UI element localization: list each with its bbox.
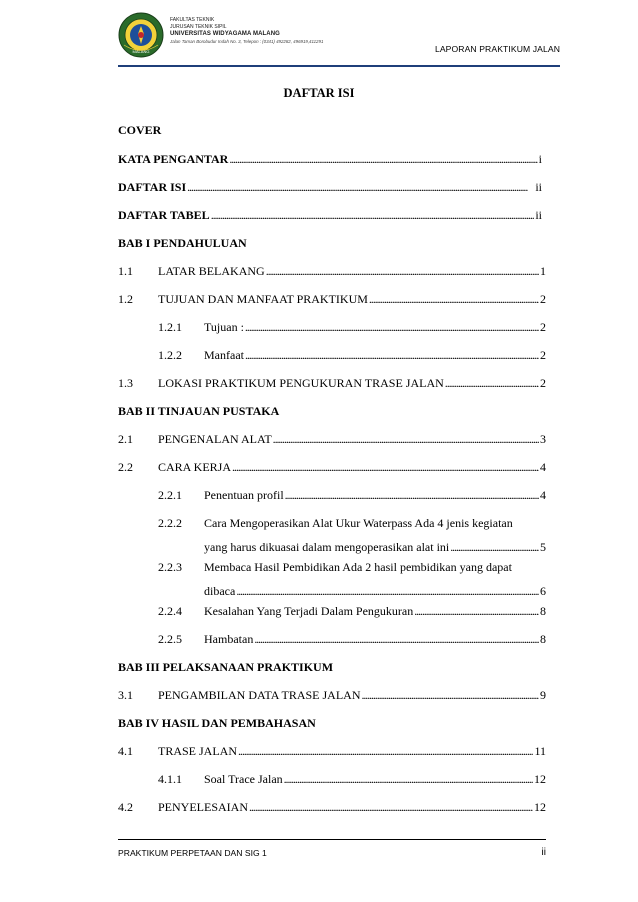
toc-entry-page: 2	[540, 292, 546, 306]
toc-entry	[118, 292, 546, 312]
toc-dot-leader	[232, 460, 539, 475]
toc-entry-label: Manfaat	[204, 348, 244, 362]
toc-dot-leader	[284, 772, 533, 787]
institution-address: Jalan Taman Borobudur Indah No. 3, Telepon : (0341) 492282, 496919,411291	[170, 39, 324, 44]
toc-entry	[118, 744, 546, 764]
toc-entry-number: 2.2	[118, 460, 133, 474]
toc-entry-number: 1.3	[118, 376, 133, 390]
toc-entry	[118, 716, 546, 736]
toc-entry-page: 2	[540, 320, 546, 334]
toc-entry-number: 4.2	[118, 800, 133, 814]
toc-dot-leader	[369, 292, 539, 307]
toc-entry-label: Penentuan profil	[204, 488, 284, 502]
toc-entry	[118, 123, 546, 143]
toc-entry-number: 2.2.3	[158, 560, 182, 574]
institution-line: FAKULTAS TEKNIK	[170, 17, 215, 23]
toc-entry	[118, 660, 546, 680]
toc-dot-leader	[285, 488, 539, 503]
page-header	[118, 10, 560, 67]
toc-dot-leader	[254, 632, 539, 647]
toc-entry-label: PENGENALAN ALAT	[158, 432, 272, 446]
toc-entry	[118, 560, 546, 604]
toc-dot-leader	[238, 744, 533, 759]
toc-entry-number: 3.1	[118, 688, 133, 702]
toc-entry	[118, 152, 542, 172]
toc-entry-label: Tujuan :	[204, 320, 244, 334]
toc-entry-label: PENGAMBILAN DATA TRASE JALAN	[158, 688, 361, 702]
institution-line: JURUSAN TEKNIK SIPIL	[170, 24, 227, 30]
toc-entry	[118, 800, 546, 820]
toc-entry-page: 11	[534, 744, 546, 758]
toc-entry	[118, 404, 546, 424]
toc-entry-page: 5	[540, 540, 546, 554]
toc-entry-page: 3	[540, 432, 546, 446]
page-title: DAFTAR ISI	[283, 86, 355, 100]
footer-course: PRAKTIKUM PERPETAAN DAN SIG 1	[118, 848, 267, 858]
toc-entry	[118, 264, 546, 284]
toc-entry-number: 4.1	[118, 744, 133, 758]
toc-entry-label: Membaca Hasil Pembidikan Ada 2 hasil pembidikan yang dapat	[204, 560, 512, 574]
toc-dot-leader	[450, 540, 539, 555]
toc-dot-leader	[229, 152, 537, 167]
toc-entry-page: 12	[534, 772, 546, 786]
toc-entry-number: 2.2.5	[158, 632, 182, 646]
toc-entry-page: ii	[535, 208, 542, 222]
toc-dot-leader	[266, 264, 539, 279]
toc-entry-label: TRASE JALAN	[158, 744, 238, 758]
toc-entry	[118, 516, 546, 560]
university-logo-icon	[118, 12, 164, 58]
toc-entry-label: DAFTAR ISI	[118, 180, 187, 194]
toc-entry	[118, 180, 542, 200]
toc-entry-page: 2	[540, 376, 546, 390]
toc-dot-leader	[362, 688, 540, 703]
toc-entry-page: i	[538, 152, 542, 166]
toc-entry-page: 8	[540, 604, 546, 618]
toc-entry-label: DAFTAR TABEL	[118, 208, 210, 222]
toc-entry-number: 2.2.2	[158, 516, 182, 530]
toc-entry-label: Cara Mengoperasikan Alat Ukur Waterpass Ada 4 jenis kegiatan	[204, 516, 513, 530]
toc-entry-page: 8	[540, 632, 546, 646]
toc-entry-label-continued: dibaca	[204, 584, 236, 598]
toc-entry-number: 1.2	[118, 292, 133, 306]
page-footer	[118, 839, 546, 858]
toc-entry	[118, 320, 546, 340]
toc-entry	[118, 604, 546, 624]
toc-dot-leader	[245, 348, 539, 363]
toc-entry-label: BAB IV HASIL DAN PEMBAHASAN	[118, 716, 316, 730]
toc-entry-number: 1.1	[118, 264, 133, 278]
toc-entry-label: Kesalahan Yang Terjadi Dalam Pengukuran	[204, 604, 414, 618]
toc-entry-number: 4.1.1	[158, 772, 182, 786]
toc-entry-label: COVER	[118, 123, 162, 137]
toc-entry-label: TUJUAN DAN MANFAAT PRAKTIKUM	[158, 292, 368, 306]
toc-entry-page: 4	[540, 460, 546, 474]
toc-entry-page: 1	[540, 264, 546, 278]
toc-entry-number: 1.2.1	[158, 320, 182, 334]
toc-entry-label: Soal Trace Jalan	[204, 772, 283, 786]
toc-entry-label: LATAR BELAKANG	[158, 264, 265, 278]
toc-entry	[118, 632, 546, 652]
toc-entry	[118, 348, 546, 368]
toc-dot-leader	[245, 320, 539, 335]
logo-text: MALANG	[132, 49, 150, 54]
institution-name: UNIVERSITAS WIDYAGAMA MALANG	[170, 31, 280, 37]
toc-entry	[118, 772, 546, 792]
toc-entry-page: 6	[540, 584, 546, 598]
toc-entry	[118, 488, 546, 508]
toc-entry	[118, 208, 542, 228]
toc-dot-leader	[273, 432, 539, 447]
toc-dot-leader	[414, 604, 539, 619]
toc-entry-number: 1.2.2	[158, 348, 182, 362]
toc-dot-leader	[236, 584, 539, 599]
toc-entry-label-continued: yang harus dikuasai dalam mengoperasikan alat ini	[204, 540, 450, 554]
toc-entry-label: BAB I PENDAHULUAN	[118, 236, 247, 250]
toc-entry-number: 2.2.1	[158, 488, 182, 502]
report-title: LAPORAN PRAKTIKUM JALAN	[434, 44, 560, 54]
toc-entry-label: CARA KERJA	[158, 460, 232, 474]
toc-dot-leader	[211, 208, 535, 223]
toc-entry	[118, 376, 546, 396]
toc-entry-page: 2	[540, 348, 546, 362]
toc-entry-label: BAB III PELAKSANAAN PRAKTIKUM	[118, 660, 334, 674]
institution-block	[170, 17, 323, 45]
toc-entry-number: 2.2.4	[158, 604, 182, 618]
toc-entry-label: KATA PENGANTAR	[118, 152, 229, 166]
footer-page-number: ii	[541, 847, 546, 858]
toc-entry-page: 12	[534, 800, 546, 814]
toc-entry-label: LOKASI PRAKTIKUM PENGUKURAN TRASE JALAN	[158, 376, 444, 390]
toc-entry-page: 4	[540, 488, 546, 502]
toc-dot-leader	[187, 180, 534, 195]
toc-dot-leader	[445, 376, 539, 391]
toc-entry-label: PENYELESAIAN	[158, 800, 248, 814]
toc-dot-leader	[249, 800, 533, 815]
toc-entry-page: ii	[535, 180, 542, 194]
toc-entry-number: 2.1	[118, 432, 133, 446]
toc-entry-label: BAB II TINJAUAN PUSTAKA	[118, 404, 280, 418]
toc-entry	[118, 460, 546, 480]
toc-entry	[118, 432, 546, 452]
toc-entry-label: Hambatan	[204, 632, 254, 646]
toc-entry-page: 9	[540, 688, 546, 702]
toc-entry	[118, 688, 546, 708]
toc-entry	[118, 236, 546, 256]
